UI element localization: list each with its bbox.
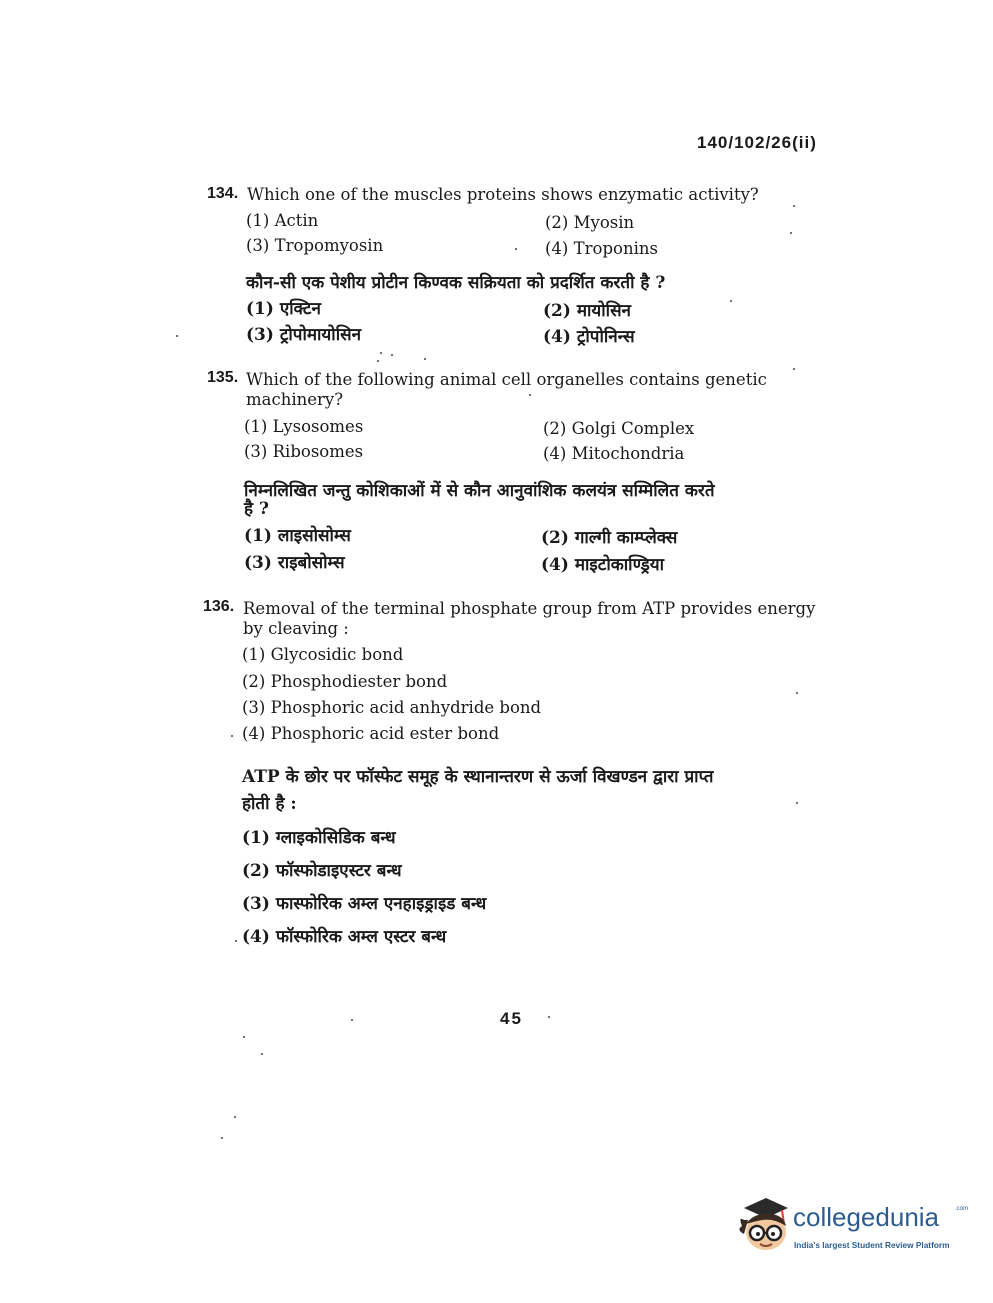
option-en-1: (1) Lysosomes — [244, 417, 364, 436]
collegedunia-watermark — [736, 1196, 969, 1260]
option-en-2: (2) Golgi Complex — [543, 419, 695, 438]
option-hi-4: (4) फॉस्फोरिक अम्ल एस्टर बन्ध — [242, 927, 447, 947]
question-text-hi: कौन-सी एक पेशीय प्रोटीन किण्वक सक्रियता को प्रदर्शित करती है ? — [246, 273, 666, 293]
question-number: 134. — [207, 185, 239, 202]
option-hi-3: (3) ट्रोपोमायोसिन — [246, 325, 362, 345]
option-en-4: (4) Mitochondria — [543, 444, 685, 463]
question-text-hi-cont: है ? — [244, 499, 269, 519]
option-en-2: (2) Phosphodiester bond — [242, 672, 448, 691]
option-hi-1: (1) एक्टिन — [246, 299, 321, 319]
question-text-hi: निम्नलिखित जन्तु कोशिकाओं में से कौन आनुवांशिक कलयंत्र सम्मिलित करते — [244, 481, 715, 501]
option-en-1: (1) Glycosidic bond — [242, 645, 404, 664]
option-en-4: (4) Phosphoric acid ester bond — [242, 724, 500, 743]
option-hi-1: (1) लाइसोसोम्स — [244, 526, 351, 546]
brand-name: collegedunia — [793, 1202, 940, 1232]
option-en-3: (3) Phosphoric acid anhydride bond — [242, 698, 542, 717]
paper-code: 140/102/26(ii) — [697, 133, 817, 152]
question-number: 136. — [203, 598, 235, 615]
option-en-1: (1) Actin — [246, 211, 319, 230]
question-text-hi-cont: होती है : — [242, 794, 297, 814]
option-en-4: (4) Troponins — [545, 239, 658, 258]
question-number: 135. — [207, 369, 239, 386]
question-text-en-cont: by cleaving : — [243, 619, 349, 638]
question-text-en-cont: machinery? — [246, 390, 344, 409]
option-en-2: (2) Myosin — [545, 213, 635, 232]
page-number: 45 — [500, 1009, 523, 1028]
question-text-hi: ATP के छोर पर फॉस्फेट समूह के स्थानान्तरण से ऊर्जा विखण्डन द्वारा प्राप्त — [242, 767, 714, 787]
option-hi-2: (2) फॉस्फोडाइएस्टर बन्ध — [242, 861, 402, 881]
question-text-en: Which of the following animal cell organelles contains genetic — [246, 370, 767, 389]
option-en-3: (3) Tropomyosin — [246, 236, 384, 255]
option-hi-4: (4) ट्रोपोनिन्स — [543, 327, 635, 347]
option-hi-3: (3) राइबोसोम्स — [244, 553, 345, 573]
question-text-en: Removal of the terminal phosphate group from ATP provides energy — [243, 599, 816, 618]
option-hi-2: (2) मायोसिन — [543, 301, 631, 321]
option-hi-3: (3) फास्फोरिक अम्ल एनहाइड्राइड बन्ध — [242, 894, 487, 914]
option-hi-1: (1) ग्लाइकोसिडिक बन्ध — [242, 828, 396, 848]
option-hi-2: (2) गाल्गी काम्प्लेक्स — [541, 528, 678, 548]
student-mascot-icon — [736, 1196, 792, 1256]
brand-domain: .com — [955, 1206, 969, 1212]
option-hi-4: (4) माइटोकाण्ड्रिया — [541, 555, 665, 575]
option-en-3: (3) Ribosomes — [244, 442, 364, 461]
question-text-en: Which one of the muscles proteins shows enzymatic activity? — [247, 185, 759, 204]
brand-tagline: India's largest Student Review Platform — [794, 1240, 950, 1250]
